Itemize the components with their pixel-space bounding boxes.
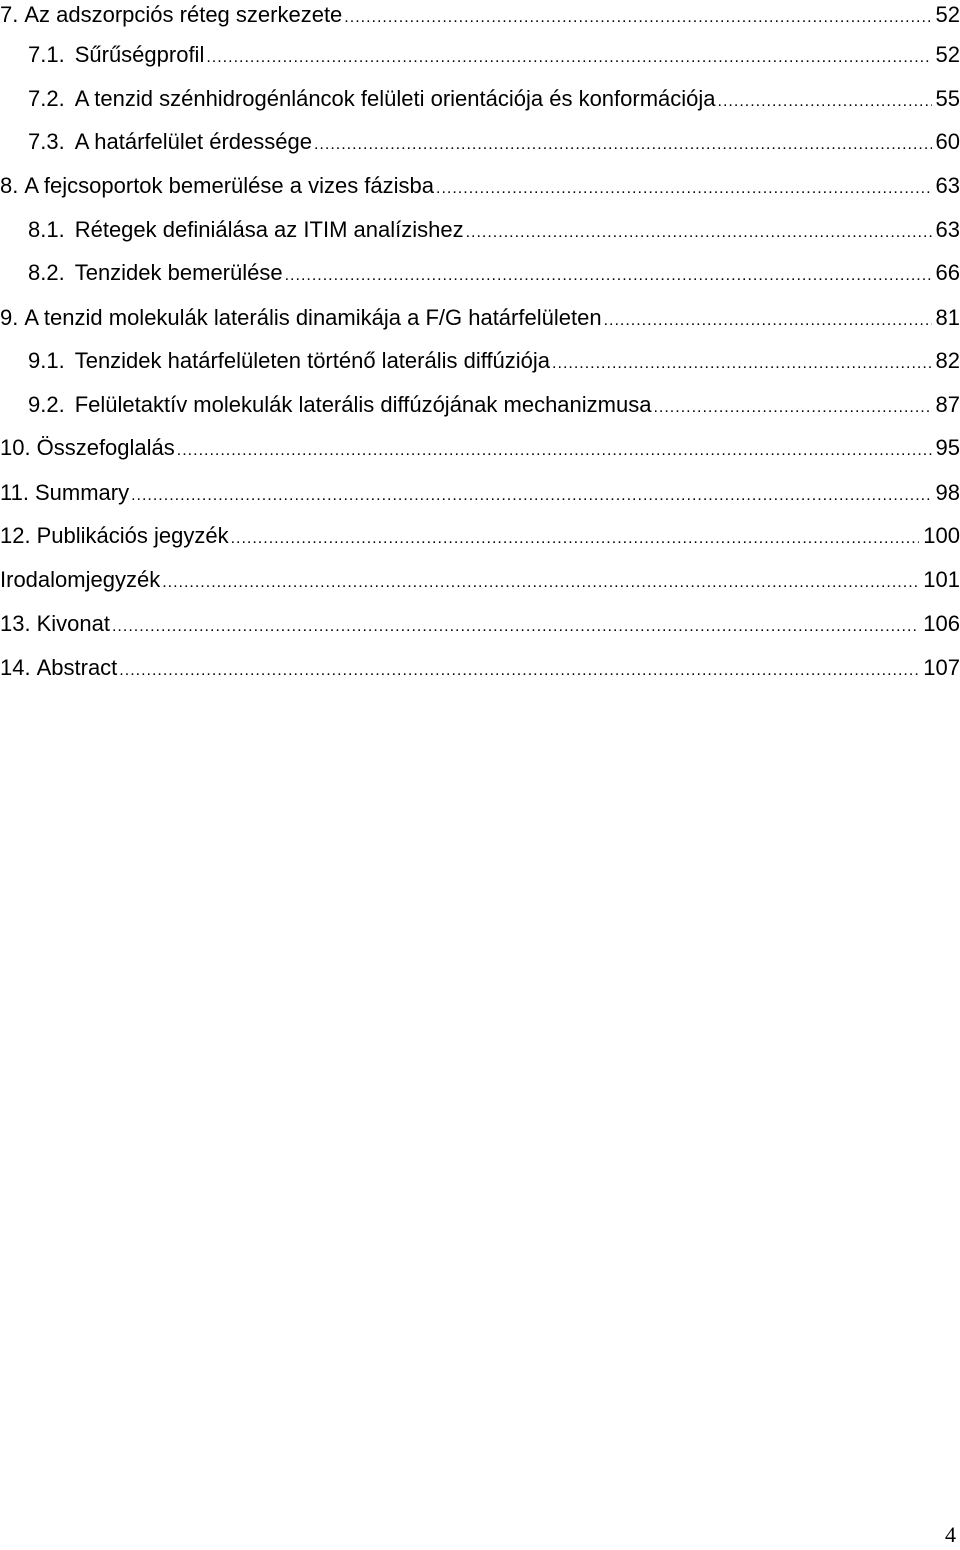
toc-entry-page: 107: [923, 655, 960, 680]
toc-dot-leader: [119, 656, 919, 686]
toc-dot-leader: [112, 612, 919, 642]
toc-entry[interactable]: [0, 40, 960, 70]
toc-entry-number: 10.: [0, 435, 31, 460]
toc-dot-leader: [344, 3, 931, 33]
toc-dot-leader: [314, 130, 932, 160]
toc-entry[interactable]: [0, 609, 960, 639]
toc-entry[interactable]: [0, 433, 960, 463]
toc-dot-leader: [285, 261, 932, 291]
page-number: 4: [945, 1522, 956, 1547]
toc-dot-leader: [231, 524, 920, 554]
toc-dot-leader: [131, 481, 931, 511]
toc-entry-title: A határfelület érdessége: [74, 129, 312, 154]
toc-entry-page: 95: [935, 435, 960, 460]
toc-dot-leader: [436, 174, 932, 204]
toc-entry-page: 106: [923, 611, 960, 636]
toc-entry-title: Summary: [34, 480, 130, 505]
toc-entry-page: 63: [935, 217, 960, 242]
toc-entry-number: 7.: [0, 2, 19, 27]
toc-entry-number: 9.2.: [28, 392, 65, 417]
toc-entry-page: 87: [935, 392, 960, 417]
toc-entry-number: 8.: [0, 173, 19, 198]
toc-entry[interactable]: [0, 478, 960, 508]
toc-entry-title: Tenzidek határfelületen történő laterális diffúziója: [74, 348, 551, 373]
toc-entry[interactable]: [0, 84, 960, 114]
toc-entry[interactable]: [0, 303, 960, 333]
toc-entry[interactable]: [0, 653, 960, 683]
toc-entry[interactable]: [0, 346, 960, 376]
toc-entry-page: 82: [935, 348, 960, 373]
toc-entry-number: 8.1.: [28, 217, 65, 242]
toc-entry-page: 52: [935, 2, 960, 27]
toc-entry-title: A tenzid molekulák laterális dinamikája a F/G határfelületen: [24, 305, 602, 330]
toc-entry-number: 7.3.: [28, 129, 65, 154]
toc-dot-leader: [552, 349, 931, 379]
toc-entry[interactable]: [0, 127, 960, 157]
toc-entry-number: 8.2.: [28, 260, 65, 285]
toc-entry[interactable]: [0, 258, 960, 288]
toc-entry-title: Abstract: [36, 655, 118, 680]
toc-entry-number: 7.1.: [28, 42, 65, 67]
toc-entry-page: 100: [923, 523, 960, 548]
toc-entry-title: Felületaktív molekulák laterális diffúzójának mechanizmusa: [74, 392, 652, 417]
toc-entry-number: 7.2.: [28, 86, 65, 111]
toc-entry-title: A tenzid szénhidrogénláncok felületi orientációja és konformációja: [74, 86, 716, 111]
toc-entry-title: Kivonat: [36, 611, 110, 636]
toc-entry-title: Rétegek definiálása az ITIM analízishez: [74, 217, 464, 242]
toc-entry[interactable]: [0, 171, 960, 201]
toc-entry-page: 55: [935, 86, 960, 111]
toc-dot-leader: [162, 568, 919, 598]
toc-entry[interactable]: [0, 390, 960, 420]
toc-dot-leader: [206, 43, 931, 73]
toc-entry[interactable]: [0, 0, 960, 30]
toc-entry-title: Összefoglalás: [36, 435, 175, 460]
toc-entry[interactable]: [0, 565, 960, 595]
toc-entry-page: 63: [935, 173, 960, 198]
toc-entry-title: Sűrűségprofil: [74, 42, 205, 67]
toc-entry-title: Az adszorpciós réteg szerkezete: [24, 2, 343, 27]
toc-dot-leader: [466, 218, 932, 248]
toc-dot-leader: [718, 87, 932, 117]
toc-entry-page: 66: [935, 260, 960, 285]
toc-entry-number: 9.: [0, 305, 19, 330]
toc-entry-title: A fejcsoportok bemerülése a vizes fázisba: [24, 173, 435, 198]
toc-entry[interactable]: [0, 215, 960, 245]
toc-dot-leader: [653, 393, 931, 423]
toc-entry-page: 81: [935, 305, 960, 330]
toc-entry-page: 101: [923, 567, 960, 592]
toc-entry-title: Tenzidek bemerülése: [74, 260, 283, 285]
toc-entry-page: 52: [935, 42, 960, 67]
toc-dot-leader: [604, 306, 932, 336]
toc-entry-page: 60: [935, 129, 960, 154]
toc-entry-number: 12.: [0, 523, 31, 548]
toc-entry-title: Publikációs jegyzék: [36, 523, 229, 548]
toc-entry-title: Irodalomjegyzék: [0, 567, 161, 592]
toc-entry-number: 9.1.: [28, 348, 65, 373]
toc-entry-number: 11.: [0, 480, 29, 505]
toc-entry-number: 14.: [0, 655, 31, 680]
toc-entry-page: 98: [935, 480, 960, 505]
toc-dot-leader: [177, 436, 932, 466]
toc-entry-number: 13.: [0, 611, 31, 636]
toc-entry[interactable]: [0, 521, 960, 551]
